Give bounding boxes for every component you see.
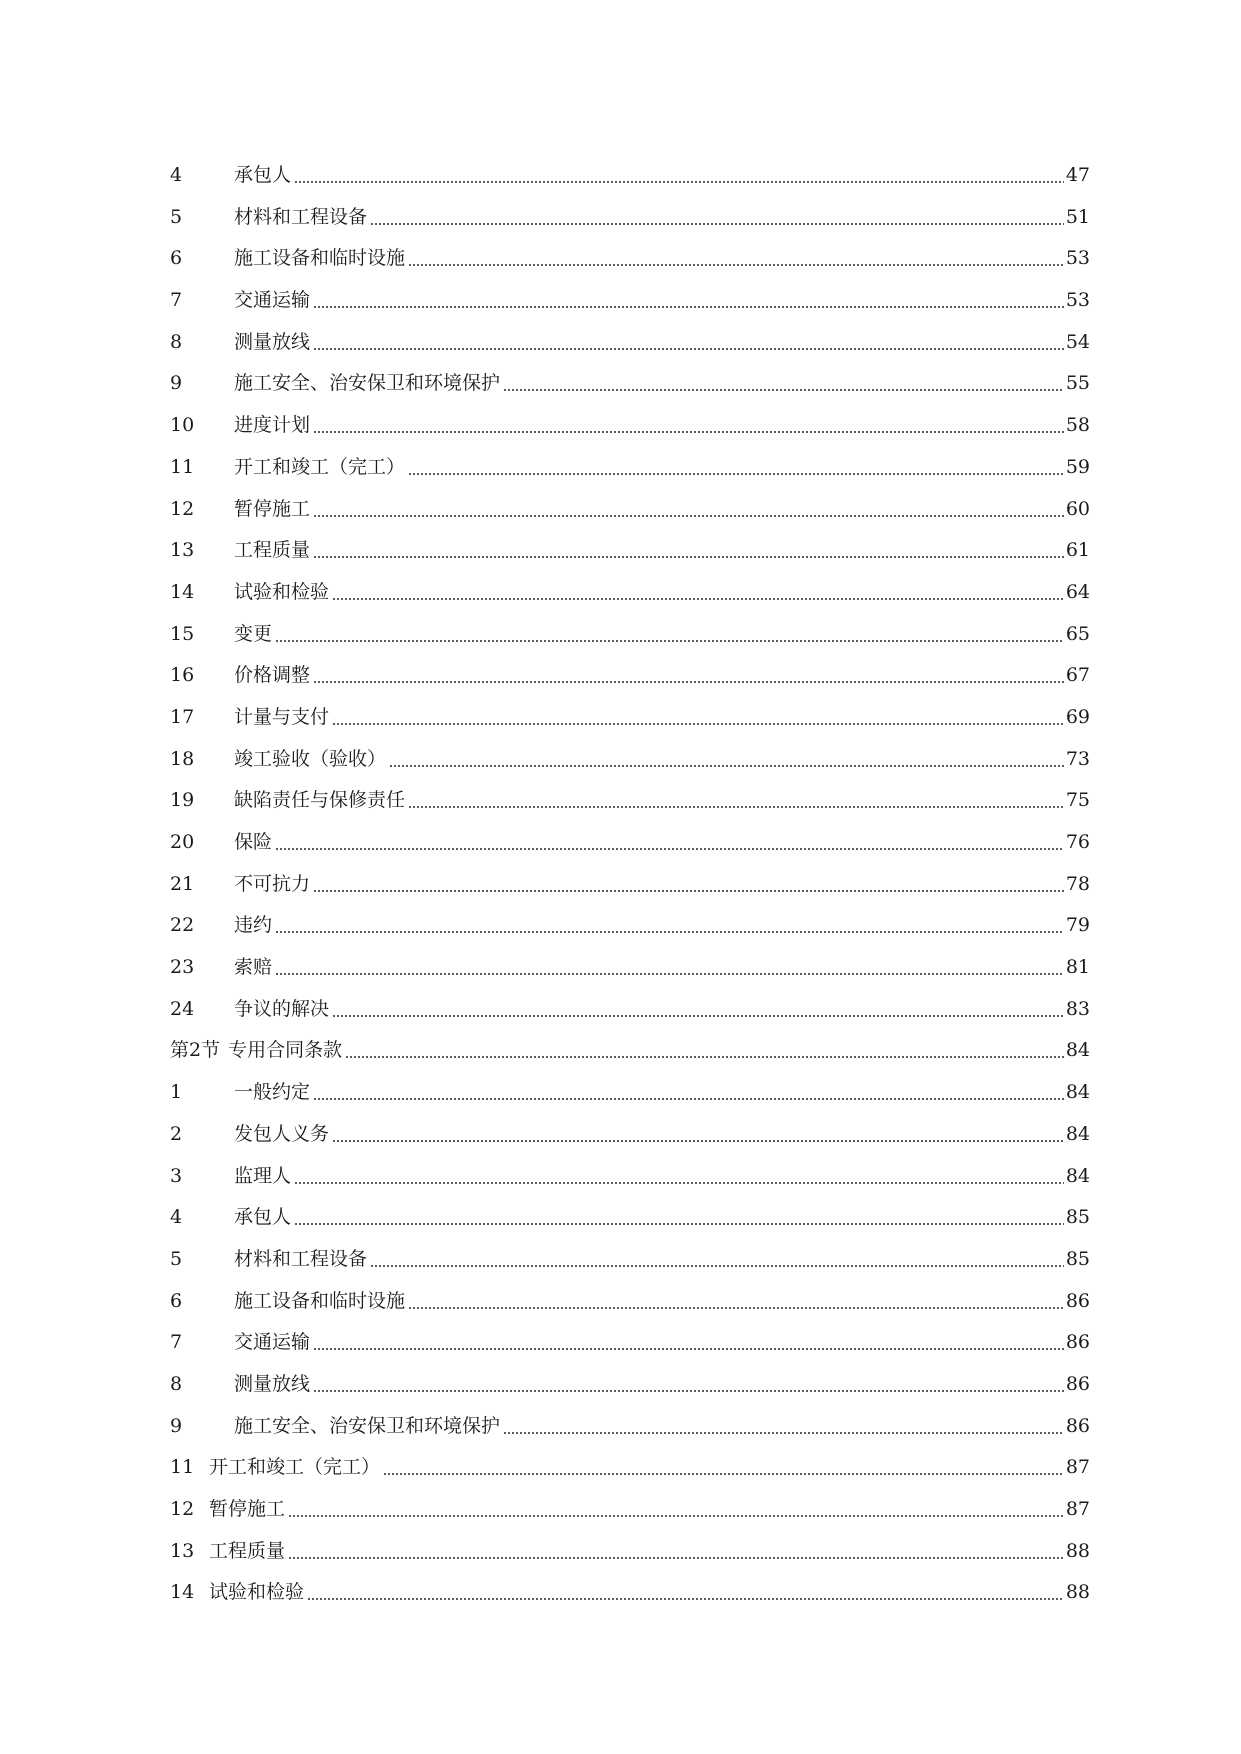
- toc-entry-number: 19: [170, 789, 195, 812]
- toc-entry-page-number: 58: [1065, 414, 1090, 437]
- toc-entry-page-number: 64: [1065, 580, 1090, 603]
- toc-dot-leader: [275, 822, 1064, 864]
- toc-entry-number: 15: [170, 622, 195, 645]
- toc-dot-leader: [332, 1114, 1064, 1156]
- toc-entry-number: 6: [170, 1289, 183, 1312]
- toc-entry-title: 施工设备和临时设施: [234, 247, 406, 270]
- toc-entry[interactable]: [170, 197, 1090, 239]
- toc-entry[interactable]: [170, 864, 1090, 906]
- toc-entry[interactable]: [170, 363, 1090, 405]
- toc-entry-number: 11: [170, 1456, 195, 1479]
- toc-entry-number: 4: [170, 1206, 183, 1229]
- toc-entry-number: 4: [170, 164, 183, 186]
- toc-entry-title: 违约: [234, 914, 273, 937]
- toc-dot-leader: [503, 363, 1064, 405]
- toc-dot-leader: [332, 572, 1064, 614]
- toc-dot-leader: [370, 197, 1064, 239]
- toc-entry-title: 材料和工程设备: [234, 205, 368, 228]
- toc-dot-leader: [307, 1572, 1064, 1614]
- toc-entry-number: 23: [170, 956, 195, 979]
- toc-entry-title: 施工安全、治安保卫和环境保护: [234, 372, 501, 395]
- toc-dot-leader: [313, 530, 1064, 572]
- toc-entry-page-number: 86: [1065, 1414, 1090, 1437]
- toc-entry-number: 6: [170, 247, 183, 270]
- toc-entry[interactable]: [170, 822, 1090, 864]
- toc-entry-number: 18: [170, 747, 195, 770]
- toc-entry-page-number: 60: [1065, 497, 1090, 520]
- toc-dot-leader: [408, 1281, 1064, 1323]
- toc-entry-title: 开工和竣工（完工）: [234, 455, 406, 478]
- toc-entry-number: 9: [170, 372, 183, 395]
- toc-entry-number: 9: [170, 1414, 183, 1437]
- toc-entry-title: 监理人: [234, 1164, 292, 1187]
- toc-entry-title: 索赔: [234, 956, 273, 979]
- toc-entry-title: 材料和工程设备: [234, 1247, 368, 1270]
- toc-dot-leader: [275, 947, 1064, 989]
- toc-entry[interactable]: [170, 1156, 1090, 1198]
- toc-dot-leader: [332, 989, 1064, 1031]
- toc-entry-page-number: 88: [1065, 1581, 1090, 1604]
- toc-entry-page-number: 67: [1065, 664, 1090, 687]
- toc-entry[interactable]: [170, 614, 1090, 656]
- toc-entry[interactable]: [170, 989, 1090, 1031]
- toc-entry-page-number: 73: [1065, 747, 1090, 770]
- toc-entry-page-number: 78: [1065, 872, 1090, 895]
- toc-entry[interactable]: [170, 1072, 1090, 1114]
- toc-entry-number: 14: [170, 580, 195, 603]
- toc-entry-title: 缺陷责任与保修责任: [234, 789, 406, 812]
- toc-dot-leader: [294, 155, 1064, 197]
- toc-entry-number: 3: [170, 1164, 183, 1187]
- toc-entry-title: 保险: [234, 831, 273, 853]
- toc-entry-title: 工程质量: [234, 539, 311, 562]
- toc-entry-title: 开工和竣工（完工）: [209, 1456, 381, 1479]
- toc-entry[interactable]: [170, 155, 1090, 197]
- toc-entry-number: 8: [170, 1372, 183, 1395]
- toc-dot-leader: [275, 614, 1064, 656]
- toc-entry-page-number: 85: [1065, 1206, 1090, 1229]
- toc-entry-number: 1: [170, 1081, 183, 1104]
- toc-entry-number: 10: [170, 414, 195, 437]
- toc-entry-page-number: 53: [1065, 247, 1090, 270]
- toc-entry-title: 试验和检验: [234, 580, 330, 603]
- toc-entry-page-number: 59: [1065, 455, 1090, 478]
- toc-entry-title: 争议的解决: [234, 997, 330, 1020]
- toc-entry-title: 价格调整: [234, 664, 311, 687]
- toc-entry[interactable]: [170, 405, 1090, 447]
- toc-entry-page-number: 81: [1065, 956, 1090, 979]
- toc-entry-page-number: 86: [1065, 1289, 1090, 1312]
- toc-entry-title: 测量放线: [234, 1372, 311, 1395]
- toc-entry-title: 一般约定: [234, 1081, 311, 1104]
- toc-entry[interactable]: [170, 238, 1090, 280]
- toc-entry-page-number: 75: [1065, 789, 1090, 812]
- toc-entry-page-number: 83: [1065, 997, 1090, 1020]
- toc-entry-page-number: 51: [1065, 205, 1090, 228]
- toc-entry-title: 进度计划: [234, 414, 311, 437]
- toc-entry[interactable]: [170, 1572, 1090, 1614]
- toc-entry-title: 试验和检验: [209, 1581, 305, 1604]
- toc-entry-title: 施工设备和临时设施: [234, 1289, 406, 1312]
- toc-entry[interactable]: [170, 572, 1090, 614]
- toc-dot-leader: [345, 1030, 1064, 1072]
- toc-dot-leader: [313, 322, 1064, 364]
- toc-entry-page-number: 86: [1065, 1331, 1090, 1354]
- toc-entry[interactable]: [170, 697, 1090, 739]
- toc-entry-number: 7: [170, 289, 183, 312]
- toc-entry[interactable]: [170, 322, 1090, 364]
- toc-entry-number: 5: [170, 1247, 183, 1270]
- toc-entry[interactable]: [170, 447, 1090, 489]
- toc-entry-number: 11: [170, 455, 195, 478]
- toc-entry[interactable]: [170, 1489, 1090, 1531]
- toc-entry-page-number: 85: [1065, 1247, 1090, 1270]
- toc-dot-leader: [313, 489, 1064, 531]
- toc-entry-title: 交通运输: [234, 289, 311, 312]
- toc-dot-leader: [383, 1447, 1064, 1489]
- toc-entry-page-number: 87: [1065, 1456, 1090, 1479]
- toc-entry-number: 12: [170, 1498, 195, 1520]
- toc-entry-page-number: 53: [1065, 289, 1090, 312]
- toc-entry-number: 13: [170, 1539, 195, 1562]
- toc-entry-page-number: 79: [1065, 914, 1090, 937]
- toc-entry-page-number: 47: [1065, 164, 1090, 186]
- toc-entry-page-number: 69: [1065, 705, 1090, 728]
- toc-entry-title: 暂停施工: [234, 497, 311, 520]
- toc-entry[interactable]: [170, 530, 1090, 572]
- toc-section-entry[interactable]: [170, 1030, 1090, 1072]
- toc-entry-title: 测量放线: [234, 330, 311, 353]
- toc-entry[interactable]: [170, 280, 1090, 322]
- toc-entry[interactable]: [170, 739, 1090, 781]
- toc-entry-number: 5: [170, 205, 183, 228]
- toc-entry-title: 暂停施工: [209, 1498, 286, 1520]
- toc-dot-leader: [370, 1239, 1064, 1281]
- toc-entry[interactable]: [170, 655, 1090, 697]
- toc-dot-leader: [503, 1406, 1064, 1448]
- toc-entry-number: 16: [170, 664, 195, 687]
- toc-entry[interactable]: [170, 1322, 1090, 1364]
- toc-entry-number: 2: [170, 1122, 183, 1145]
- toc-entry-title: 承包人: [234, 164, 292, 186]
- toc-entry-number: 12: [170, 497, 195, 520]
- toc-entry-number: 7: [170, 1331, 183, 1354]
- toc-entry-number: 20: [170, 831, 195, 853]
- toc-entry[interactable]: [170, 905, 1090, 947]
- toc-entry-title: 工程质量: [209, 1539, 286, 1562]
- toc-entry-page-number: 61: [1065, 539, 1090, 562]
- toc-dot-leader: [332, 697, 1064, 739]
- toc-entry-page-number: 76: [1065, 831, 1090, 853]
- toc-dot-leader: [408, 780, 1064, 822]
- toc-entry[interactable]: [170, 1239, 1090, 1281]
- toc-dot-leader: [408, 447, 1064, 489]
- toc-entry[interactable]: [170, 1281, 1090, 1323]
- toc-entry[interactable]: [170, 1114, 1090, 1156]
- toc-entry-number: 22: [170, 914, 195, 937]
- toc-dot-leader: [294, 1197, 1064, 1239]
- toc-entry-page-number: 65: [1065, 622, 1090, 645]
- toc-entry[interactable]: [170, 1364, 1090, 1406]
- toc-entry[interactable]: [170, 489, 1090, 531]
- toc-entry-number: 14: [170, 1581, 195, 1604]
- toc-entry-page-number: 84: [1065, 1122, 1090, 1145]
- toc-entry-title: 专用合同条款: [228, 1039, 343, 1062]
- toc-entry-page-number: 55: [1065, 372, 1090, 395]
- toc-dot-leader: [288, 1489, 1064, 1531]
- toc-entry-title: 承包人: [234, 1206, 292, 1229]
- toc-dot-leader: [408, 238, 1064, 280]
- toc-entry-page-number: 88: [1065, 1539, 1090, 1562]
- toc-entry-number: 13: [170, 539, 195, 562]
- toc-entry-number: 第2节: [170, 1039, 221, 1062]
- toc-entry-title: 竣工验收（验收）: [234, 747, 387, 770]
- toc-dot-leader: [275, 905, 1064, 947]
- toc-dot-leader: [313, 280, 1064, 322]
- toc-entry[interactable]: [170, 1197, 1090, 1239]
- toc-entry-number: 17: [170, 705, 195, 728]
- toc-entry[interactable]: [170, 780, 1090, 822]
- toc-entry[interactable]: [170, 1406, 1090, 1448]
- toc-dot-leader: [389, 739, 1064, 781]
- toc-entry-page-number: 84: [1065, 1039, 1090, 1062]
- toc-entry-page-number: 87: [1065, 1498, 1090, 1520]
- toc-entry-page-number: 86: [1065, 1372, 1090, 1395]
- toc-entry-number: 21: [170, 872, 195, 895]
- toc-entry-page-number: 54: [1065, 330, 1090, 353]
- toc-entry-title: 不可抗力: [234, 872, 311, 895]
- toc-dot-leader: [294, 1156, 1064, 1198]
- toc-entry[interactable]: [170, 1447, 1090, 1489]
- toc-entry[interactable]: [170, 947, 1090, 989]
- toc-dot-leader: [288, 1531, 1064, 1573]
- toc-dot-leader: [313, 405, 1064, 447]
- toc-entry[interactable]: [170, 1531, 1090, 1573]
- toc-entry-title: 计量与支付: [234, 705, 330, 728]
- toc-dot-leader: [313, 1072, 1064, 1114]
- toc-entry-title: 发包人义务: [234, 1122, 330, 1145]
- toc-dot-leader: [313, 1322, 1064, 1364]
- toc-entry-number: 8: [170, 330, 183, 353]
- toc-dot-leader: [313, 1364, 1064, 1406]
- toc-entry-page-number: 84: [1065, 1164, 1090, 1187]
- toc-entry-title: 变更: [234, 622, 273, 645]
- toc-entry-page-number: 84: [1065, 1081, 1090, 1104]
- table-of-contents: [170, 155, 1090, 1614]
- toc-entry-number: 24: [170, 997, 195, 1020]
- toc-entry-title: 交通运输: [234, 1331, 311, 1354]
- toc-entry-title: 施工安全、治安保卫和环境保护: [234, 1414, 501, 1437]
- toc-dot-leader: [313, 864, 1064, 906]
- toc-dot-leader: [313, 655, 1064, 697]
